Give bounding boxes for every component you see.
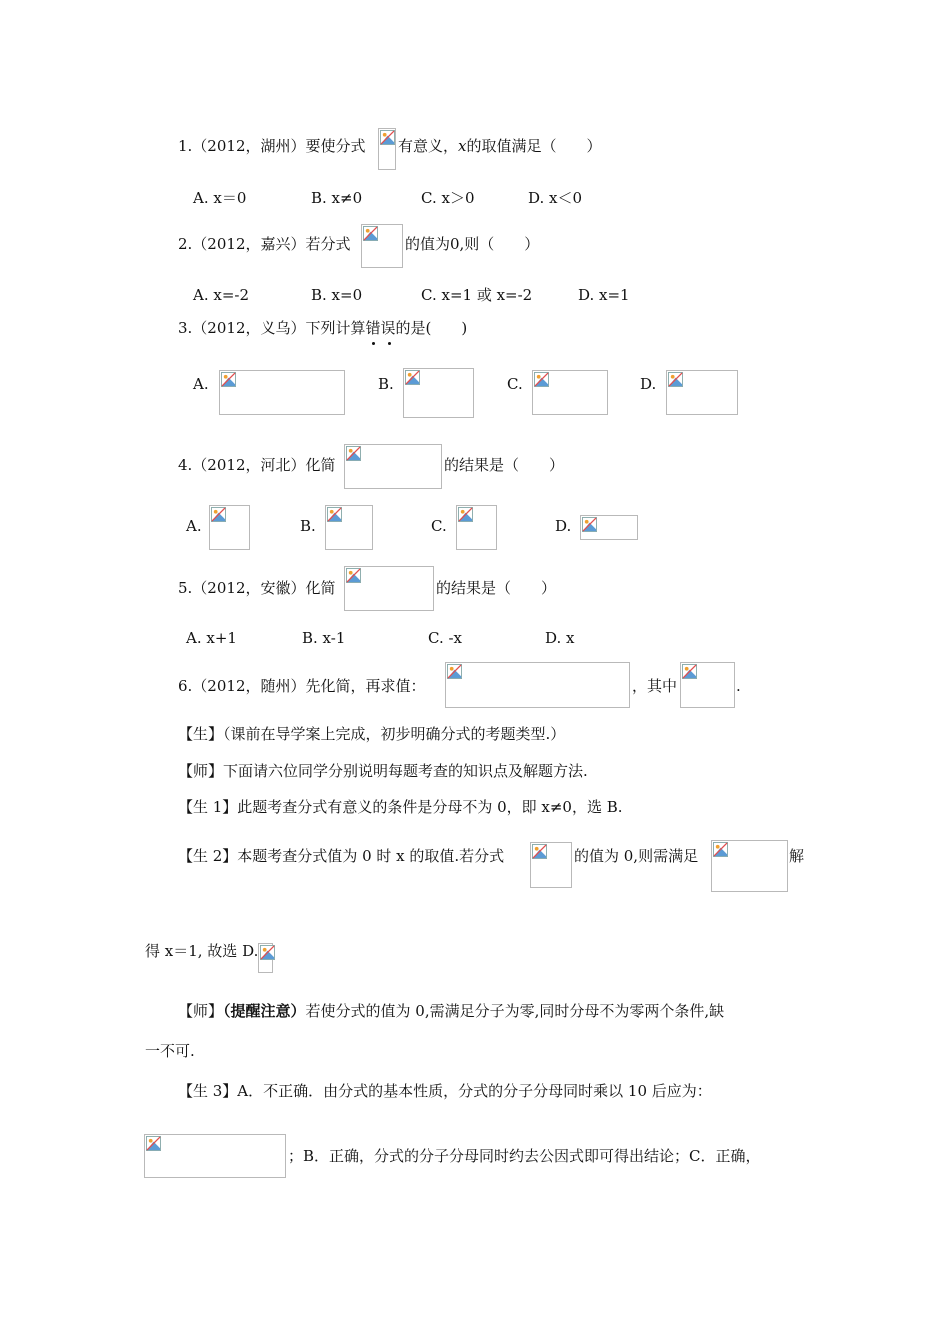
dialogue-line-2: 【师】下面请六位同学分别说明每题考查的知识点及解题方法. [178,762,588,780]
q4-option-d: D. [555,517,572,535]
q4-option-a-image [209,505,250,550]
q3-option-c-image [532,370,608,415]
broken-image-icon [146,1136,161,1151]
q5-expression-image [344,566,434,611]
broken-image-icon [363,226,378,241]
q1-stem: 1.（2012，湖州）要使分式 [178,137,366,155]
q2-stem: 2.（2012，嘉兴）若分式 [178,235,351,253]
broken-image-icon [713,842,728,857]
q1-option-b: B. x≠0 [311,189,363,207]
q4-option-c-image [456,505,497,550]
dialogue-line-6b: 一不可. [145,1042,195,1060]
broken-image-icon [211,507,226,522]
l4-condition-image [711,840,788,892]
q3-stem: 3.（2012，义乌）下列计算错误 的是( ) [178,318,467,338]
broken-image-icon [447,664,462,679]
q1-option-c: C. x＞0 [421,189,475,207]
broken-image-icon [682,664,697,679]
q4-option-d-image [580,515,638,540]
q3-option-b: B. [378,375,394,393]
q3-option-d: D. [640,375,657,393]
q4-option-a: A. [186,517,202,535]
q1-stem-rest: 有意义，x的取值满足（ ） [398,137,602,155]
q4-option-b: B. [300,517,316,535]
q6-stem-end: . [736,677,741,695]
q4-option-c: C. [431,517,447,535]
q2-option-b: B. x=0 [311,286,363,304]
q5-option-a: A. x+1 [186,629,237,647]
q1-option-d: D. x＜0 [528,189,583,207]
l8-expression-image [144,1134,286,1178]
q3-option-d-image [666,370,738,415]
dialogue-line-7: 【生 3】A．不正确．由分式的基本性质，分式的分子分母同时乘以 10 后应为： [178,1082,712,1100]
dialogue-line-1: 【生】（课前在导学案上完成，初步明确分式的考题类型.） [178,725,566,743]
q3-option-a-image [219,370,345,415]
l5-small-image [258,943,273,973]
q5-stem: 5.（2012，安徽）化简 [178,579,336,597]
q3-option-b-image [403,368,474,418]
dialogue-line-8: ；B．正确，分式的分子分母同时约去公因式即可得出结论；C．正确， [288,1147,761,1165]
broken-image-icon [380,130,395,145]
q6-expression-image [445,662,630,708]
broken-image-icon [346,568,361,583]
dialogue-line-4b: 的值为 0,则需满足 [574,847,699,865]
broken-image-icon [582,517,597,532]
dialogue-line-3: 【生 1】此题考查分式有意义的条件是分母不为 0，即 x≠0，选 B. [178,798,623,816]
q5-option-b: B. x-1 [302,629,346,647]
broken-image-icon [221,372,236,387]
q5-option-d: D. x [545,629,575,647]
broken-image-icon [532,844,547,859]
broken-image-icon [346,446,361,461]
q3-emphasis: 错误 [366,319,396,337]
q4-expression-image [344,444,442,489]
broken-image-icon [458,507,473,522]
q5-option-c: C. -x [428,629,463,647]
q6-condition-image [680,662,735,708]
q6-stem: 6.（2012，随州）先化简，再求值： [178,677,426,695]
broken-image-icon [260,945,275,960]
q4-option-b-image [325,505,373,550]
q1-fraction-image [378,128,396,170]
q4-stem: 4.（2012，河北）化简 [178,456,336,474]
dialogue-line-6a: 【师】（提醒注意）若使分式的值为 0,需满足分子为零,同时分母不为零两个条件,缺 [178,1002,725,1020]
q2-option-c: C. x=1 或 x=-2 [421,286,533,304]
q1-option-a: A. x＝0 [193,189,247,207]
q2-option-d: D. x=1 [578,286,630,304]
q2-option-a: A. x=-2 [193,286,250,304]
broken-image-icon [534,372,549,387]
l4-fraction-image [530,842,572,888]
broken-image-icon [668,372,683,387]
broken-image-icon [405,370,420,385]
broken-image-icon [327,507,342,522]
q3-option-c: C. [507,375,523,393]
q3-option-a: A. [193,375,209,393]
dialogue-line-5: 得 x＝1, 故选 D. [145,942,259,960]
q6-stem-rest: ，其中 [632,677,678,695]
dialogue-line-4c: 解 [789,847,805,865]
q4-stem-rest: 的结果是（ ） [444,456,565,474]
q2-fraction-image [361,224,403,268]
q2-stem-rest: 的值为0,则（ ） [405,235,540,253]
dialogue-line-4a: 【生 2】本题考查分式值为 0 时 x 的取值.若分式 [178,847,505,865]
q5-stem-rest: 的结果是（ ） [436,579,557,597]
